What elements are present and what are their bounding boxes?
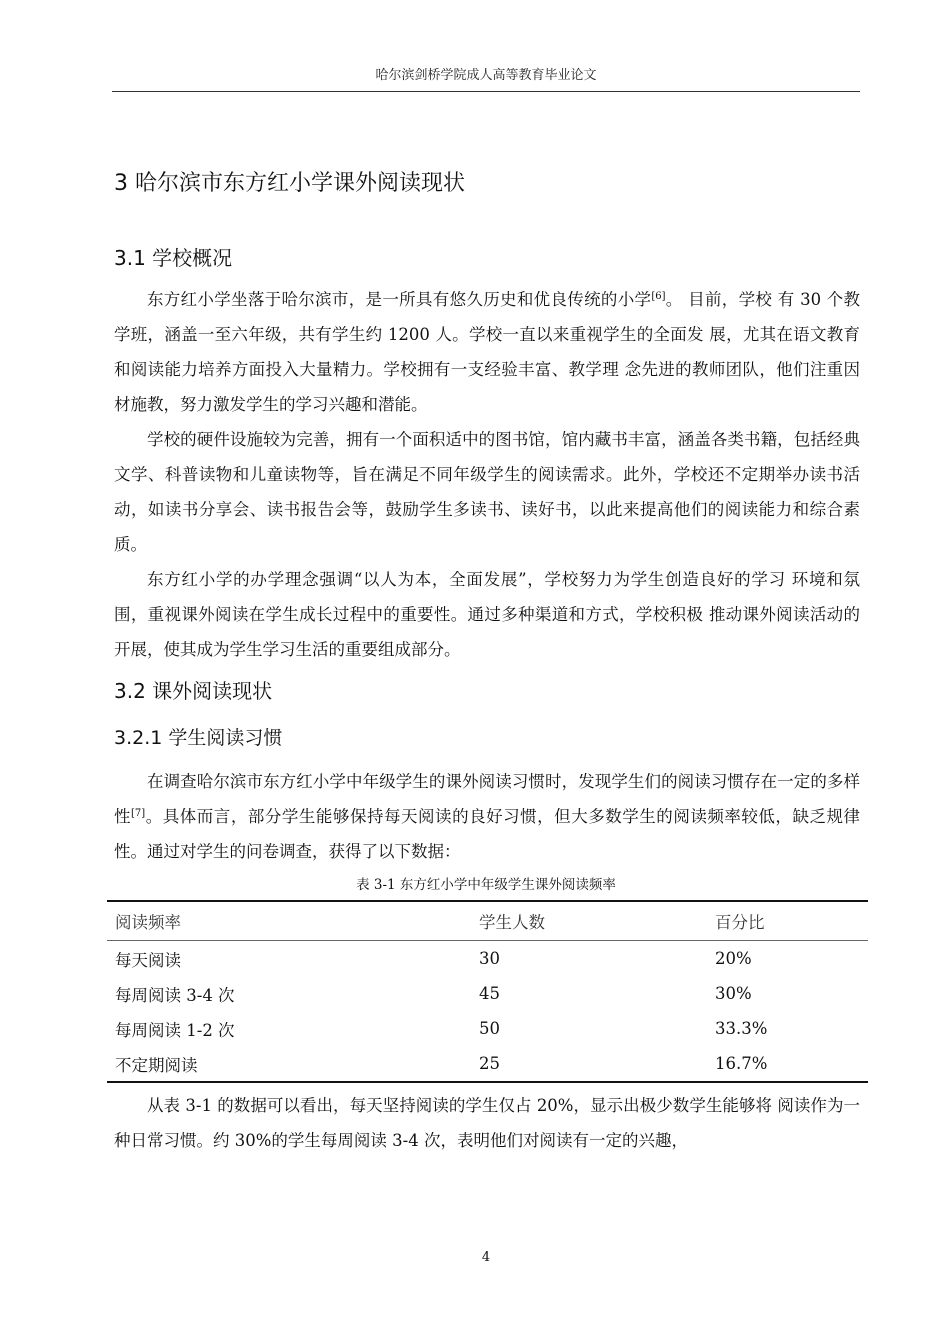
section-3-1-paragraph-3: 东方红小学的办学理念强调“以人为本，全面发展”，学校努力为学生创造良好的学习 环境和氛围，重视课外阅读在学生成长过程中的重要性。通过多种渠道和方式，学校积极 推动课外阅读活动的开展，使其成为学生学习生活的重要组成部分。 — [114, 570, 860, 659]
table-header-row — [107, 901, 868, 941]
table-cell: 33.3% — [715, 1019, 768, 1038]
citation-6: [6] — [651, 291, 666, 302]
table-cell: 45 — [479, 984, 500, 1003]
section-3-1-paragraph-2: 学校的硬件设施较为完善，拥有一个面积适中的图书馆，馆内藏书丰富，涵盖各类书籍，包括经典文学、科普读物和儿童读物等，旨在满足不同年级学生的阅读需求。此外，学校还不定期举办读书活动，如读书分享会、读书报告会等，鼓励学生多读书、读好书，以此来提高他们的阅读能力和综合素质。 — [114, 430, 860, 554]
table-row — [107, 1046, 868, 1082]
table-cell: 50 — [479, 1019, 500, 1038]
table-cell: 16.7% — [715, 1054, 768, 1073]
section-3-2-1-paragraph-1: 在调查哈尔滨市东方红小学中年级学生的课外阅读习惯时，发现学生们的阅读习惯存在一定的多样性[7]。具体而言，部分学生能够保持每天阅读的良好习惯，但大多数学生的阅读频率较低，缺乏规律性。通过对学生的问卷调查，获得了以下数据： — [114, 772, 861, 861]
table-header-cell: 学生人数 — [479, 913, 545, 932]
table-cell: 不定期阅读 — [115, 1055, 198, 1075]
section-3-1-title: 3.1 学校概况 — [114, 246, 233, 270]
table-header-cell: 百分比 — [715, 913, 765, 932]
table-caption: 表 3-1 东方红小学中年级学生课外阅读频率 — [356, 877, 616, 893]
section-3-2-title: 3.2 课外阅读现状 — [114, 679, 273, 703]
running-header: 哈尔滨剑桥学院成人高等教育毕业论文 — [375, 68, 597, 83]
table-cell: 每天阅读 — [115, 950, 181, 970]
citation-7: [7] — [131, 808, 146, 819]
table-cell: 30 — [479, 949, 500, 968]
header-rule — [112, 91, 860, 92]
table-cell: 25 — [479, 1054, 500, 1073]
table-cell: 20% — [715, 949, 752, 968]
table-row — [107, 1011, 868, 1046]
chapter-title: 3 哈尔滨市东方红小学课外阅读现状 — [114, 171, 465, 196]
table-header-cell: 阅读频率 — [115, 913, 181, 932]
table-cell: 每周阅读 3-4 次 — [115, 985, 235, 1005]
page-number: 4 — [481, 1250, 491, 1265]
table-cell: 30% — [715, 984, 752, 1003]
after-table-paragraph: 从表 3-1 的数据可以看出，每天坚持阅读的学生仅占 20%，显示出极少数学生能够将 阅读作为一种日常习惯。约 30%的学生每周阅读 3-4 次，表明他们对阅读有一定的兴趣， — [114, 1096, 860, 1150]
section-3-2-1-title: 3.2.1 学生阅读习惯 — [114, 727, 283, 749]
section-3-1-paragraph-1: 东方红小学坐落于哈尔滨市，是一所具有悠久历史和优良传统的小学[6]。 目前，学校 有 30 个教学班，涵盖一至六年级，共有学生约 1200 人。学校一直以来重视学生的全面发 展，尤其在语文教育和阅读能力培养方面投入大量精力。学校拥有一支经验丰富、教学理 念先进的教师团队，他们注重因材施教，努力激发学生的学习兴趣和潜能。 — [114, 290, 860, 414]
table-row — [107, 941, 868, 977]
table-cell: 每周阅读 1-2 次 — [115, 1020, 235, 1040]
reading-frequency-table — [107, 900, 868, 1083]
table-row — [107, 976, 868, 1011]
